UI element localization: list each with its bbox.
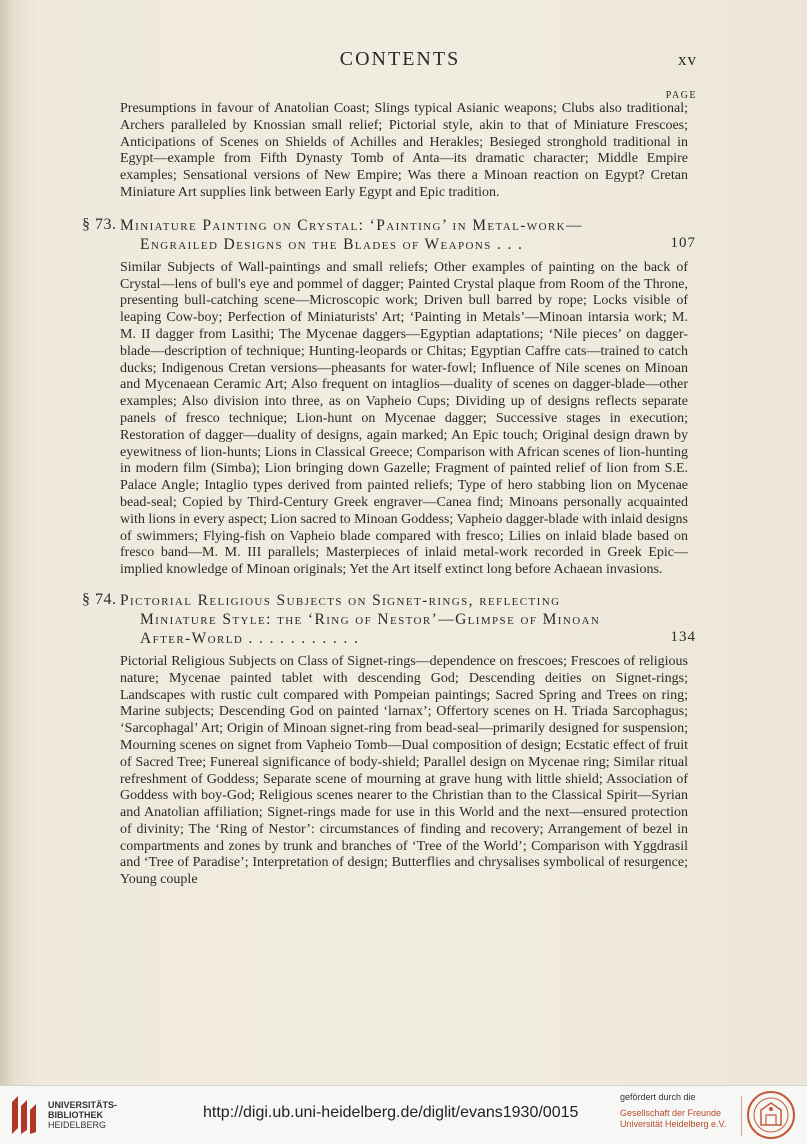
section-title-line: Miniature Style: the ‘Ring of Nestor’—Glimpse of Minoan <box>140 610 601 628</box>
section-title <box>120 591 668 648</box>
section-title-line: After-World . . . . . . . . . . . <box>140 629 360 647</box>
intro-paragraph: Presumptions in favour of Anatolian Coast; Slings typical Asianic weapons; Clubs also traditional; Archers paralleled by Knossian small relief; Pictorial style, akin to that of Miniature Frescoes; Anticipations of Scenes on Shields of Achilles and Herakles; Besieged stronghold traditional in Egypt—example from Fifth Dynasty Tomb of Anta—its dramatic character; Middle Empire examples; Sensational versions of New Empire; Was there a Minoan reaction on Egypt? Cretan Miniature Art supplies link between Early Egypt and Epic tradition. <box>120 101 688 200</box>
contents-body <box>82 101 696 889</box>
section-title-line: Pictorial Religious Subjects on Signet-rings, reflecting <box>120 591 561 609</box>
university-seal-icon <box>746 1090 796 1140</box>
sponsor-block <box>620 1092 740 1130</box>
library-name-line: UNIVERSITÄTS- <box>48 1100 118 1110</box>
section-summary: Similar Subjects of Wall-paintings and small reliefs; Other examples of painting on the back of Crystal—lens of bull's eye and pommel of dagger; Painted Crystal plaque from Room of the Throne, presenting bull-catching scene—Microscopic work; Driven bull barred by rope; Locks visible of leaping Cow-boy; Perfection of Miniaturists' Art; ‘Painting in Metals’—Minoan intarsia work; M. M. II dagger from Lasithi; The Mycenae daggers—Egyptian adaptations; ‘Nile pieces’ on dagger-blade—description of technique; Hunting-leopards or Chitas; Egyptian Caffre cats—trained to catch ducks; Indigenous Cretan versions—pheasants for water-fowl; Influence of Nile scenes on Minoan and Mycenaean Ceramic Art; Also frequent on intaglios—duality of scenes on dagger-blade—other examples; Also division into three, as on Vapheio Cups; Dividing up of designs reflects separate panels of fresco technique; Lion-hunt on Mycenae dagger; Successive stages in execution; Restoration of dagger—duality of designs, again marked; An Epic touch; Original design drawn by eyewitness of lion-hunts; Lions in Classical Greece; Comparison with African scenes of lion-hunting in modern film (Simba); Lion bringing down Gazelle; Fragment of painted relief of lion from S.E. Palace Angle; Intaglio types derived from painted reliefs; Type of hero stabbing lion on Mycenae bead-seal; Copied by Third-Century Greek engraver—Canea find; Minoans personally acquainted with lions in every aspect; Lion sacred to Minoan Goddess; Vapheio dagger-blade with inlaid designs of swimmers; Flying-fish on Vapheio blade compared with fresco; Lilies on inlaid blade based on fresco band—M. M. III parallels; Masterpieces of inlaid metal-work recorded in Greek Epic—implied knowledge of Minoan originals; Yet the Art itself extinct long before Achaean invasions. <box>120 259 688 578</box>
section-page-ref: 107 <box>670 234 696 251</box>
sponsor-prefix: gefördert durch die <box>620 1092 696 1102</box>
divider <box>741 1096 742 1136</box>
section-title-line: Miniature Painting on Crystal: ‘Painting’ in Metal-work— <box>120 216 583 234</box>
running-head <box>0 48 807 72</box>
digitization-footer <box>0 1085 807 1144</box>
page-number: xv <box>678 50 697 69</box>
sponsor-name: Gesellschaft der Freunde <box>620 1108 722 1118</box>
library-name <box>48 1100 117 1130</box>
page-column-label: PAGE <box>665 90 697 101</box>
section-title-line: Engrailed Designs on the Blades of Weapons . . . <box>140 235 524 253</box>
library-name-line: HEIDELBERG <box>48 1120 107 1130</box>
library-logo-icon <box>8 1094 42 1136</box>
library-name-line: BIBLIOTHEK <box>48 1110 103 1120</box>
section-number: § 74. <box>82 590 117 608</box>
section-page-ref: 134 <box>670 628 696 645</box>
permalink[interactable]: http://digi.ub.uni-heidelberg.de/diglit/evans1930/0015 <box>203 1104 579 1121</box>
section-title <box>120 216 668 254</box>
section-74 <box>82 590 696 889</box>
section-number: § 73. <box>82 215 117 233</box>
section-summary: Pictorial Religious Subjects on Class of Signet-rings—dependence on frescoes; Frescoes of religious nature; Mycenae painted tablet with descending God; Descending deities on Signet-rings; Landscapes with rustic cult compared with Pompeian paintings; Sacred Spring and Trees on ring; Marine subjects; Descending God on painted ‘larnax’; Offertory scenes on H. Triada Sarcophagus; ‘Sarcophagal’ Art; Origin of Minoan signet-ring from bead-seal—primarily designed for suspension; Mourning scenes on signet from Vapheio Tomb—Dual composition of design; Ecstatic effect of fruit of Sacred Tree; Funereal significance of body-shield; Parallel design on Mycenae ring; Similar ritual refreshment of Goddess; Separate scene of mourning at grave hung with little shield; Association of Goddess with boy-God; Religious scenes nearer to the Christian than to the Classical Spirit—Syrian and Anatolian affiliation; Signet-rings made for use in this World and the next—ensured protection of divinity; The ‘Ring of Nestor’: circumstances of finding and recovery; Arrangement of bezel in compartments and zones by trunk and branches of ‘Tree of the World’; Comparison with Yggdrasil and ‘Tree of Paradise’; Interpretation of design; Butterflies and chrysalises symbolical of resurgence; Young couple <box>120 653 688 888</box>
sponsor-name: Universität Heidelberg e.V. <box>620 1119 727 1129</box>
section-73 <box>82 215 696 579</box>
page-title: CONTENTS <box>339 48 461 70</box>
